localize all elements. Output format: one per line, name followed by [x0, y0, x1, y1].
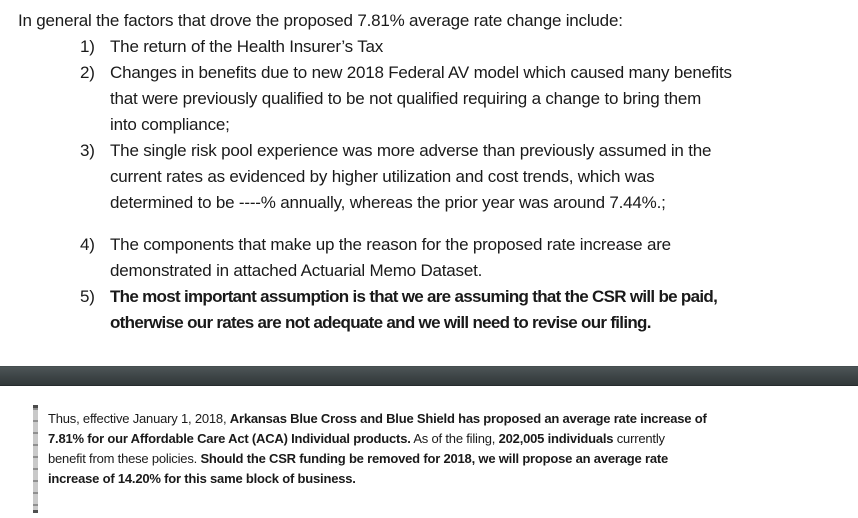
text-line: current rates as evidenced by higher utilization and cost trends, which was	[110, 167, 655, 186]
text-line: otherwise our rates are not adequate and we will need to revise our filing.	[110, 313, 651, 332]
summary-line	[48, 449, 707, 469]
summary-paragraph	[48, 409, 707, 489]
list-item	[80, 60, 732, 138]
text-line: The components that make up the reason for the proposed rate increase are	[110, 235, 671, 254]
summary-line	[48, 409, 707, 429]
text-line: The return of the Health Insurer’s Tax	[110, 37, 384, 56]
text-segment: Arkansas Blue Cross and Blue Shield has proposed an average rate increase of	[229, 411, 707, 426]
intro-paragraph: In general the factors that drove the proposed 7.81% average rate change include:	[18, 11, 623, 30]
summary-line	[48, 429, 707, 449]
section-divider-bar	[0, 366, 858, 386]
list-item-text	[110, 34, 383, 60]
list-item	[80, 284, 732, 336]
text-segment: 202,005 individuals	[498, 431, 614, 446]
text-line: demonstrated in attached Actuarial Memo Dataset.	[110, 261, 483, 280]
text-segment: increase of 14.20% for this same block of business.	[48, 471, 356, 486]
text-segment: currently	[613, 431, 665, 446]
summary-line	[48, 469, 707, 489]
text-segment: 7.81% for our Affordable Care Act (ACA) Individual products.	[48, 431, 411, 446]
text-line: that were previously qualified to be not qualified requiring a change to bring them	[110, 89, 702, 108]
list-item-text	[110, 138, 711, 216]
text-line: Changes in benefits due to new 2018 Federal AV model which caused many benefits	[110, 63, 732, 82]
text-segment: benefit from these policies.	[48, 451, 201, 466]
list-item	[80, 34, 732, 60]
list-item-number: 5)	[80, 287, 95, 306]
text-segment: Should the CSR funding be removed for 2018, we will propose an average rate	[200, 451, 669, 466]
text-line: The single risk pool experience was more adverse than previously assumed in the	[110, 141, 712, 160]
text-line: determined to be ----% annually, whereas the prior year was around 7.44%.;	[110, 193, 666, 212]
list-item-number: 2)	[80, 63, 95, 82]
text-line: The most important assumption is that we are assuming that the CSR will be paid,	[110, 287, 718, 306]
list-item	[80, 232, 732, 284]
list-item	[80, 138, 732, 216]
left-change-bar	[33, 405, 38, 513]
list-item-text	[110, 232, 671, 284]
text-segment: Thus, effective January 1, 2018,	[48, 411, 230, 426]
list-item-text	[110, 284, 717, 336]
list-item-text	[110, 60, 732, 138]
text-line: into compliance;	[110, 115, 230, 134]
numbered-list	[80, 34, 732, 336]
list-item-number: 4)	[80, 235, 95, 254]
text-segment: As of the filing,	[410, 431, 499, 446]
list-item-number: 3)	[80, 141, 95, 160]
list-item-number: 1)	[80, 37, 95, 56]
